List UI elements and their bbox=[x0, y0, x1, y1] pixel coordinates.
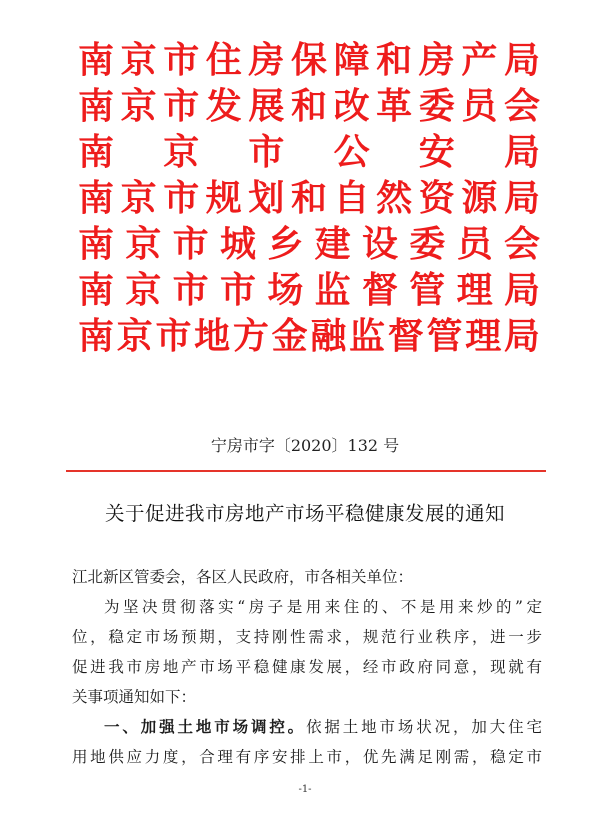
issuer-char: 南 bbox=[78, 270, 115, 311]
issuer-line bbox=[78, 84, 540, 130]
issuer-char: 管 bbox=[409, 270, 446, 311]
issuer-char: 革 bbox=[376, 86, 413, 127]
issuer-char: 京 bbox=[120, 178, 157, 219]
issuer-char: 住 bbox=[205, 40, 242, 81]
issuer-char: 南 bbox=[78, 132, 115, 173]
issuer-char: 市 bbox=[163, 178, 200, 219]
issuer-char: 京 bbox=[125, 270, 162, 311]
issuer-char: 南 bbox=[78, 316, 115, 357]
issuer-line bbox=[78, 130, 540, 176]
issuer-char: 理 bbox=[465, 316, 502, 357]
section-heading: 一、加强土地市场调控。 bbox=[104, 718, 307, 736]
document-body bbox=[72, 562, 542, 772]
issuer-char: 员 bbox=[456, 224, 493, 265]
issuer-char: 房 bbox=[418, 40, 455, 81]
issuer-char: 南 bbox=[78, 224, 115, 265]
issuer-char: 融 bbox=[310, 316, 347, 357]
issuer-char: 和 bbox=[376, 40, 413, 81]
issuer-block bbox=[78, 38, 540, 360]
issuer-char: 安 bbox=[418, 132, 455, 173]
issuer-char: 京 bbox=[120, 40, 157, 81]
issuer-char: 建 bbox=[314, 224, 351, 265]
issuer-char: 局 bbox=[503, 316, 540, 357]
issuer-char: 改 bbox=[333, 86, 370, 127]
issuer-char: 市 bbox=[219, 270, 256, 311]
issuer-char: 京 bbox=[116, 316, 153, 357]
issuer-char: 委 bbox=[409, 224, 446, 265]
issuer-char: 监 bbox=[349, 316, 386, 357]
issuer-char: 局 bbox=[503, 270, 540, 311]
issuer-line bbox=[78, 222, 540, 268]
issuer-char: 监 bbox=[314, 270, 351, 311]
issuer-char: 局 bbox=[503, 40, 540, 81]
issuer-char: 市 bbox=[163, 40, 200, 81]
issuer-line bbox=[78, 38, 540, 84]
issuer-char: 产 bbox=[461, 40, 498, 81]
document-number: 宁房市字〔2020〕132 号 bbox=[210, 436, 400, 455]
issuer-char: 房 bbox=[248, 40, 285, 81]
issuer-char: 市 bbox=[248, 132, 285, 173]
paragraph-line: 促进我市房地产市场平稳健康发展，经市政府同意，现就有 bbox=[72, 658, 542, 676]
issuer-char: 会 bbox=[503, 224, 540, 265]
document-title: 关于促进我市房地产市场平稳健康发展的通知 bbox=[104, 502, 505, 525]
issuer-char: 会 bbox=[503, 86, 540, 127]
issuer-char: 南 bbox=[78, 86, 115, 127]
paragraph-line: 为坚决贯彻落实“房子是用来住的、不是用来炒的”定 bbox=[104, 598, 542, 616]
issuer-line bbox=[78, 314, 540, 360]
issuer-char: 京 bbox=[163, 132, 200, 173]
issuer-char: 展 bbox=[248, 86, 285, 127]
issuer-char: 督 bbox=[387, 316, 424, 357]
paragraph-line: 关事项通知如下： bbox=[72, 688, 197, 706]
issuer-char: 市 bbox=[155, 316, 192, 357]
page-number: -1- bbox=[298, 784, 312, 795]
issuer-char: 地 bbox=[194, 316, 231, 357]
issuer-char: 场 bbox=[267, 270, 304, 311]
issuer-char: 发 bbox=[205, 86, 242, 127]
issuer-char: 自 bbox=[333, 178, 370, 219]
issuer-line bbox=[78, 176, 540, 222]
issuer-char: 和 bbox=[290, 178, 327, 219]
issuer-char: 资 bbox=[418, 178, 455, 219]
issuer-char: 京 bbox=[125, 224, 162, 265]
issuer-char: 然 bbox=[376, 178, 413, 219]
issuer-line bbox=[78, 268, 540, 314]
issuer-char: 划 bbox=[248, 178, 285, 219]
issuer-char: 局 bbox=[503, 132, 540, 173]
issuer-char: 理 bbox=[456, 270, 493, 311]
issuer-char: 乡 bbox=[267, 224, 304, 265]
section-line: 用地供应力度，合理有序安排上市，优先满足刚需，稳定市 bbox=[72, 748, 542, 766]
issuer-char: 南 bbox=[78, 178, 115, 219]
issuer-char: 方 bbox=[232, 316, 269, 357]
issuer-char: 保 bbox=[290, 40, 327, 81]
issuer-char: 障 bbox=[333, 40, 370, 81]
section-text: 依据土地市场状况，加大住宅 bbox=[306, 718, 542, 736]
issuer-char: 局 bbox=[503, 178, 540, 219]
issuer-char: 督 bbox=[361, 270, 398, 311]
issuer-char: 源 bbox=[461, 178, 498, 219]
issuer-char: 城 bbox=[219, 224, 256, 265]
issuer-char: 员 bbox=[461, 86, 498, 127]
issuer-char: 规 bbox=[205, 178, 242, 219]
issuer-char: 市 bbox=[172, 270, 209, 311]
red-divider-line bbox=[66, 470, 546, 472]
issuer-char: 金 bbox=[271, 316, 308, 357]
issuer-char: 和 bbox=[290, 86, 327, 127]
issuer-char: 设 bbox=[361, 224, 398, 265]
issuer-char: 南 bbox=[78, 40, 115, 81]
issuer-char: 市 bbox=[172, 224, 209, 265]
issuer-char: 委 bbox=[418, 86, 455, 127]
issuer-char: 市 bbox=[163, 86, 200, 127]
paragraph-line: 位，稳定市场预期，支持刚性需求，规范行业秩序，进一步 bbox=[72, 628, 542, 646]
issuer-char: 公 bbox=[333, 132, 370, 173]
section-line bbox=[72, 712, 542, 742]
issuer-char: 管 bbox=[426, 316, 463, 357]
issuer-char: 京 bbox=[120, 86, 157, 127]
salutation: 江北新区管委会，各区人民政府，市各相关单位： bbox=[72, 568, 414, 586]
